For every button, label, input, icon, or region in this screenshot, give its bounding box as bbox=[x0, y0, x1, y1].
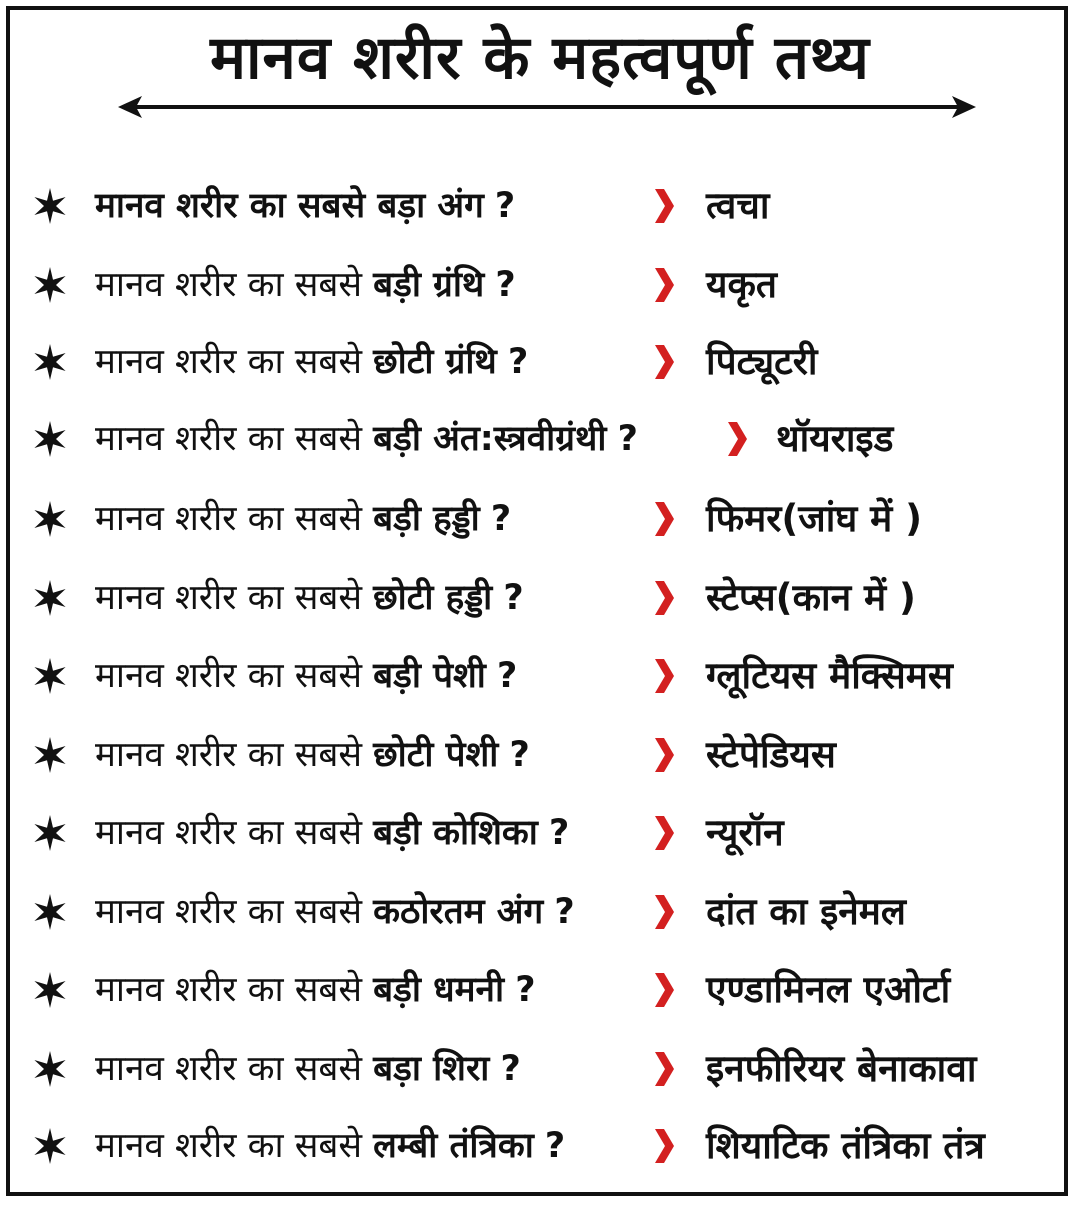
chevron-right-icon bbox=[652, 1049, 676, 1089]
chevron-right-icon bbox=[652, 735, 676, 775]
question-mark: ? bbox=[515, 970, 536, 1010]
fact-answer: थॉयराइड bbox=[776, 417, 894, 460]
fact-answer: एण्डामिनल एओर्टा bbox=[706, 968, 951, 1011]
question-prefix: मानव शरीर का सबसे bbox=[95, 970, 374, 1010]
question-mark: ? bbox=[495, 265, 516, 305]
fact-question bbox=[95, 646, 517, 706]
fact-answer: शियाटिक तंत्रिका तंत्र bbox=[706, 1124, 985, 1167]
question-highlight: बड़ी हड्डी bbox=[373, 499, 480, 539]
fact-question bbox=[95, 255, 516, 315]
question-prefix: मानव शरीर का सबसे बड़ा अंग bbox=[95, 186, 484, 226]
question-highlight: छोटी पेशी bbox=[373, 735, 499, 775]
chevron-right-icon bbox=[652, 342, 676, 382]
fact-question bbox=[95, 409, 638, 469]
question-mark: ? bbox=[554, 892, 575, 932]
fact-answer: दांत का इनेमल bbox=[706, 890, 906, 933]
star-bullet-icon bbox=[30, 342, 70, 382]
star-bullet-icon bbox=[30, 735, 70, 775]
fact-question bbox=[95, 176, 515, 236]
fact-row bbox=[0, 1039, 1080, 1109]
chevron-right-icon bbox=[652, 1126, 676, 1166]
question-highlight: कठोरतम अंग bbox=[373, 892, 544, 932]
chevron-right-icon bbox=[652, 499, 676, 539]
fact-row bbox=[0, 409, 1080, 479]
fact-question bbox=[95, 1039, 521, 1099]
fact-question bbox=[95, 725, 530, 785]
fact-row bbox=[0, 1116, 1080, 1186]
fact-question bbox=[95, 882, 575, 942]
star-bullet-icon bbox=[30, 970, 70, 1010]
star-bullet-icon bbox=[30, 813, 70, 853]
star-bullet-icon bbox=[30, 892, 70, 932]
fact-row bbox=[0, 489, 1080, 559]
question-highlight: बड़ी धमनी bbox=[373, 970, 505, 1010]
fact-answer: इनफीरियर बेनाकावा bbox=[706, 1047, 977, 1090]
question-prefix: मानव शरीर का सबसे bbox=[95, 1126, 374, 1166]
question-prefix: मानव शरीर का सबसे bbox=[95, 656, 374, 696]
question-highlight: बड़ा शिरा bbox=[373, 1049, 490, 1089]
fact-answer: स्टेपेडियस bbox=[706, 733, 836, 776]
fact-row bbox=[0, 568, 1080, 638]
question-highlight: लम्बी तंत्रिका bbox=[373, 1126, 534, 1166]
fact-row bbox=[0, 255, 1080, 325]
question-highlight: बड़ी अंत:स्त्रवीग्रंथी bbox=[373, 419, 607, 459]
question-prefix: मानव शरीर का सबसे bbox=[95, 419, 374, 459]
question-prefix: मानव शरीर का सबसे bbox=[95, 813, 374, 853]
chevron-right-icon bbox=[652, 813, 676, 853]
question-mark: ? bbox=[544, 1126, 566, 1166]
question-mark: ? bbox=[494, 186, 516, 226]
star-bullet-icon bbox=[30, 1049, 70, 1089]
star-bullet-icon bbox=[30, 578, 70, 618]
star-bullet-icon bbox=[30, 499, 70, 539]
question-prefix: मानव शरीर का सबसे bbox=[95, 1049, 374, 1089]
chevron-right-icon bbox=[725, 419, 749, 459]
double-arrow-icon bbox=[118, 92, 976, 122]
fact-row bbox=[0, 725, 1080, 795]
question-prefix: मानव शरीर का सबसे bbox=[95, 578, 374, 618]
question-prefix: मानव शरीर का सबसे bbox=[95, 499, 374, 539]
star-bullet-icon bbox=[30, 1126, 70, 1166]
fact-answer: त्वचा bbox=[706, 184, 770, 227]
fact-row bbox=[0, 332, 1080, 402]
chevron-right-icon bbox=[652, 892, 676, 932]
chevron-right-icon bbox=[652, 265, 676, 305]
question-mark: ? bbox=[500, 1049, 521, 1089]
question-highlight: छोटी ग्रंथि bbox=[373, 342, 497, 382]
star-bullet-icon bbox=[30, 186, 70, 226]
question-highlight: बड़ी ग्रंथि bbox=[373, 265, 485, 305]
fact-row bbox=[0, 176, 1080, 246]
fact-answer: स्टेप्स(कान में ) bbox=[706, 576, 916, 619]
chevron-right-icon bbox=[652, 656, 676, 696]
fact-row bbox=[0, 646, 1080, 716]
fact-answer: पिट्यूटरी bbox=[706, 340, 818, 383]
question-mark: ? bbox=[507, 342, 529, 382]
fact-row bbox=[0, 803, 1080, 873]
fact-question bbox=[95, 489, 511, 549]
chevron-right-icon bbox=[652, 970, 676, 1010]
fact-question bbox=[95, 568, 524, 628]
fact-row bbox=[0, 882, 1080, 952]
chevron-right-icon bbox=[652, 578, 676, 618]
question-prefix: मानव शरीर का सबसे bbox=[95, 892, 374, 932]
chevron-right-icon bbox=[652, 186, 676, 226]
question-mark: ? bbox=[617, 419, 638, 459]
fact-answer: यकृत bbox=[706, 263, 777, 306]
star-bullet-icon bbox=[30, 656, 70, 696]
question-highlight: छोटी हड्डी bbox=[373, 578, 493, 618]
fact-question bbox=[95, 1116, 565, 1176]
star-bullet-icon bbox=[30, 419, 70, 459]
fact-answer: न्यूरॉन bbox=[706, 811, 784, 854]
star-bullet-icon bbox=[30, 265, 70, 305]
fact-question bbox=[95, 960, 536, 1020]
question-mark: ? bbox=[549, 813, 570, 853]
question-prefix: मानव शरीर का सबसे bbox=[95, 735, 374, 775]
fact-answer: फिमर(जांघ में ) bbox=[706, 497, 922, 540]
fact-row bbox=[0, 960, 1080, 1030]
question-highlight: बड़ी कोशिका bbox=[373, 813, 538, 853]
question-mark: ? bbox=[497, 656, 518, 696]
question-mark: ? bbox=[490, 499, 512, 539]
question-prefix: मानव शरीर का सबसे bbox=[95, 342, 374, 382]
fact-question bbox=[95, 332, 528, 392]
question-mark: ? bbox=[509, 735, 530, 775]
question-mark: ? bbox=[503, 578, 524, 618]
question-prefix: मानव शरीर का सबसे bbox=[95, 265, 374, 305]
fact-answer: ग्लूटियस मैक्सिमस bbox=[706, 654, 953, 697]
question-highlight: बड़ी पेशी bbox=[373, 656, 486, 696]
fact-question bbox=[95, 803, 569, 863]
page-title: मानव शरीर के महत्वपूर्ण तथ्य bbox=[210, 23, 870, 93]
